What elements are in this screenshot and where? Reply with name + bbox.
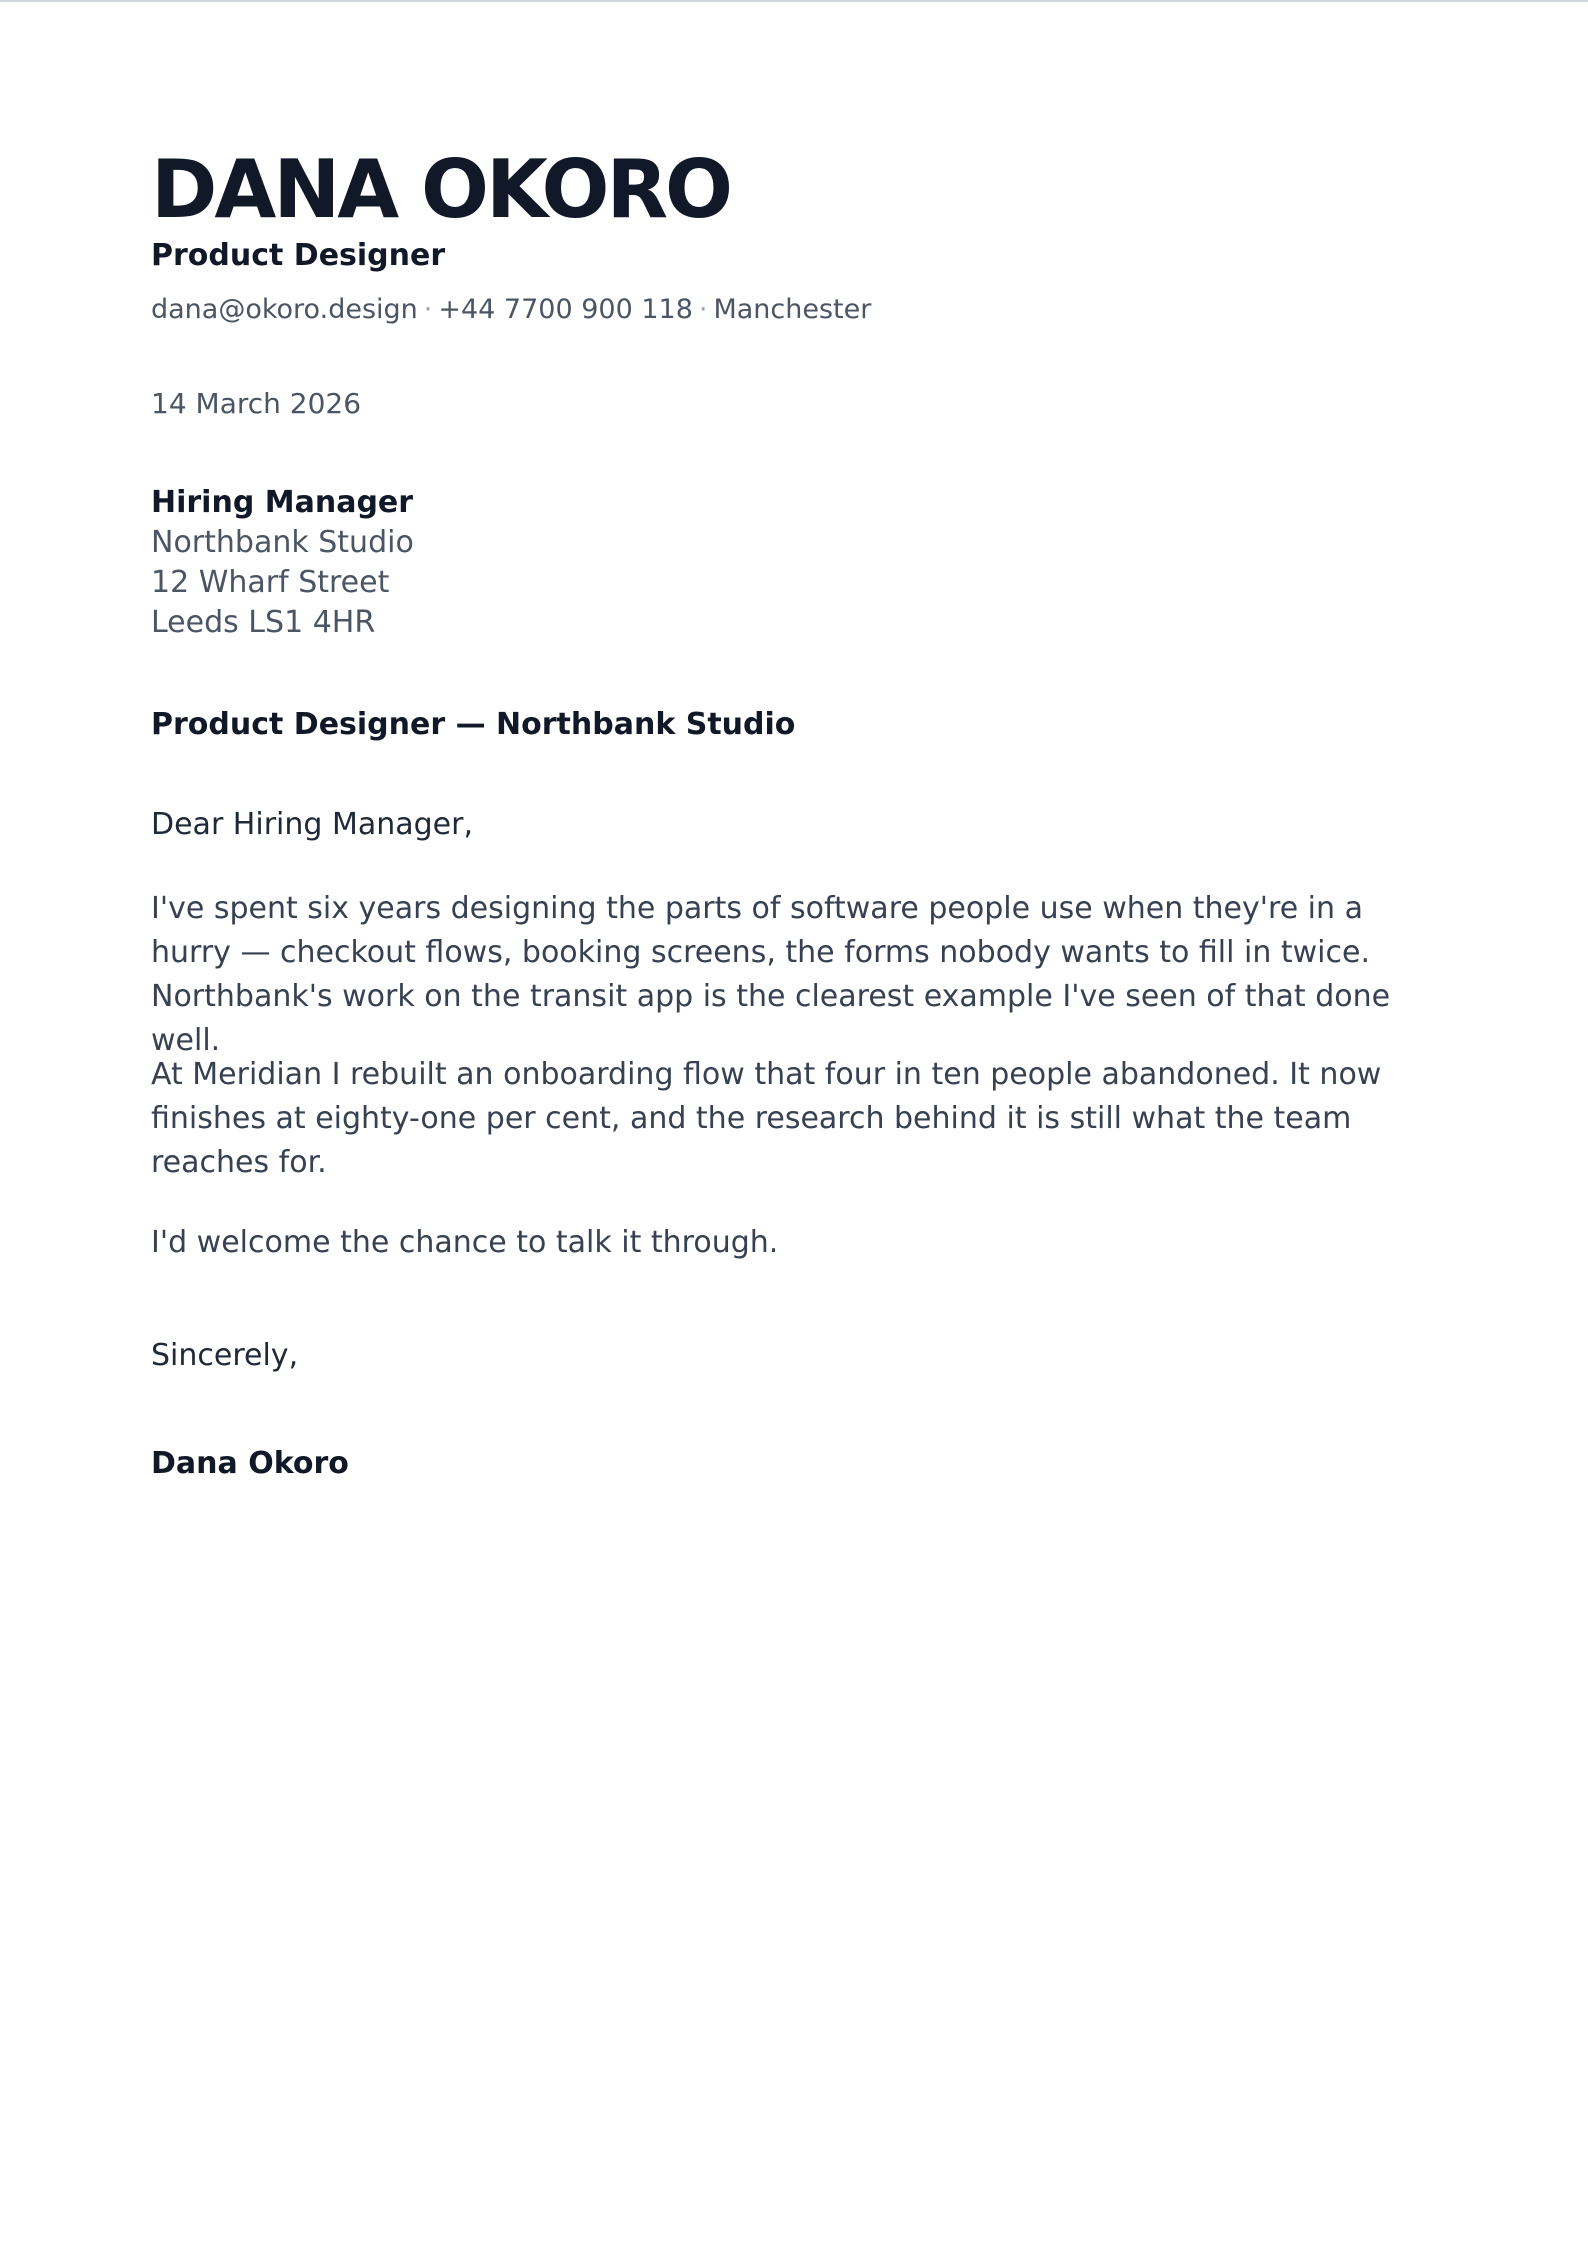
recipient-name: Hiring Manager: [151, 485, 414, 520]
recipient-company: Northbank Studio: [151, 525, 414, 560]
signature-name: Dana Okoro: [151, 1446, 349, 1481]
recipient-city: Leeds LS1 4HR: [151, 605, 376, 640]
letter-subject: Product Designer — Northbank Studio: [151, 707, 796, 742]
closing: Sincerely,: [151, 1338, 299, 1373]
body-paragraph: I'd welcome the chance to talk it through.: [151, 1225, 779, 1260]
body-paragraph: I've spent six years designing the parts of software people use when they're in a hurry — checkout flows, booking screens, the forms nobody wants to fill in twice. Northbank's work on the transit app is the clearest example I've seen of that done well.: [151, 891, 1391, 1058]
recipient-block: [151, 483, 414, 643]
contact-separator: ·: [423, 294, 433, 325]
contact-phone: +44 7700 900 118: [438, 294, 693, 325]
letter-date: 14 March 2026: [151, 387, 362, 420]
body-paragraph: At Meridian I rebuilt an onboarding flow that four in ten people abandoned. It now finishes at eighty-one per cent, and the research behind it is still what the team reaches for.: [151, 1057, 1382, 1180]
contact-location: Manchester: [713, 294, 872, 325]
contact-line: [151, 292, 871, 328]
contact-email: dana@okoro.design: [151, 294, 418, 325]
contact-separator: ·: [698, 294, 708, 325]
salutation: Dear Hiring Manager,: [151, 807, 474, 842]
page-top-border: [0, 0, 1588, 2]
applicant-role: Product Designer: [151, 238, 446, 273]
applicant-name: DANA OKORO: [151, 143, 731, 236]
recipient-street: 12 Wharf Street: [151, 565, 390, 600]
